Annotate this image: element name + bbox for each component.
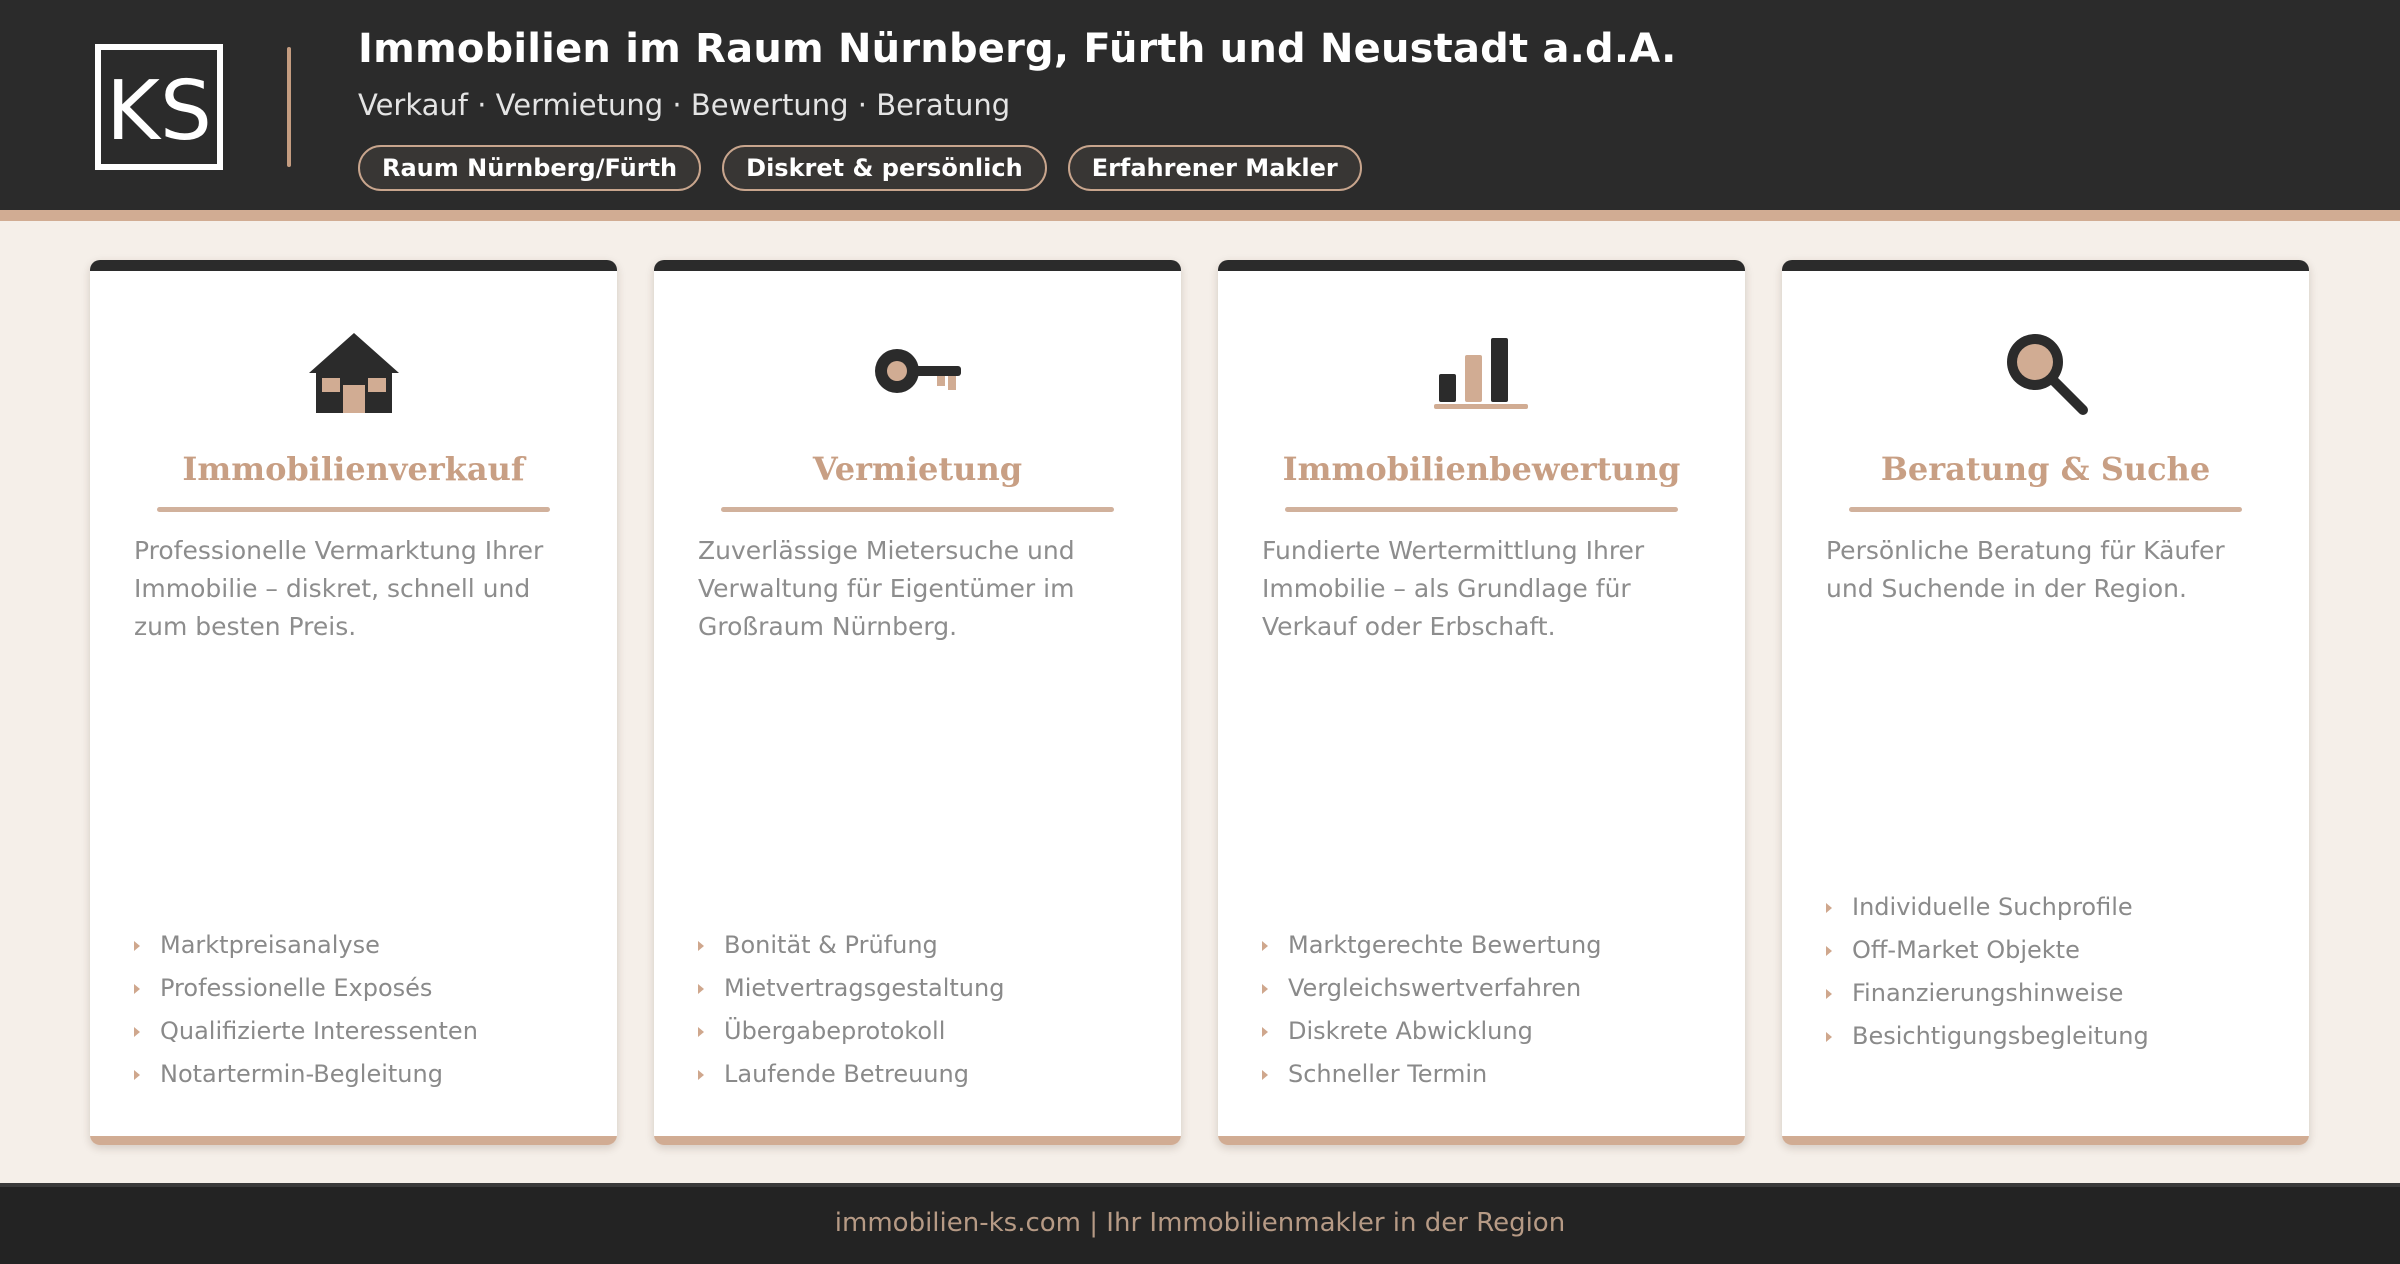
list-item: Schneller Termin xyxy=(1262,1053,1715,1096)
bullet-icon xyxy=(1262,941,1268,951)
ks-logo[interactable] xyxy=(95,44,223,170)
list-item: Bonität & Prüfung xyxy=(698,924,1151,967)
card-description: Persönliche Beratung für Käufer und Suchende in der Region. xyxy=(1826,536,2225,603)
card-description: Zuverlässige Mietersuche und Verwaltung für Eigentümer im Großraum Nürnberg. xyxy=(698,536,1075,641)
page-subtitle: Verkauf · Vermietung · Bewertung · Beratung xyxy=(358,88,1011,122)
card-title: Vermietung xyxy=(812,450,1023,488)
site-header xyxy=(0,0,2400,210)
bullet-icon xyxy=(1826,903,1832,913)
bar-chart-icon xyxy=(1218,325,1745,420)
bullet-icon xyxy=(134,1027,140,1037)
header-accent-rule xyxy=(0,210,2400,221)
card-title: Beratung & Suche xyxy=(1880,450,2211,488)
magnifier-icon xyxy=(1782,325,2309,420)
bullet-icon xyxy=(1262,984,1268,994)
feature-list xyxy=(134,924,587,1096)
feature-list xyxy=(1262,924,1715,1096)
title-underline xyxy=(1285,507,1678,512)
bullet-icon xyxy=(698,1027,704,1037)
house-icon xyxy=(90,325,617,420)
site-footer xyxy=(0,1183,2400,1264)
list-item: Qualifizierte Interessenten xyxy=(134,1010,587,1053)
list-item: Marktpreisanalyse xyxy=(134,924,587,967)
key-icon xyxy=(654,325,1181,420)
list-item: Professionelle Exposés xyxy=(134,967,587,1010)
page-title: Immobilien im Raum Nürnberg, Fürth und Neustadt a.d.A. xyxy=(358,26,1677,72)
card-title: Immobilienbewertung xyxy=(1282,450,1681,488)
list-item: Notartermin-Begleitung xyxy=(134,1053,587,1096)
service-card-consulting[interactable] xyxy=(1782,260,2309,1145)
badge-discreet: Diskret & persönlich xyxy=(722,145,1047,191)
bullet-icon xyxy=(1262,1027,1268,1037)
feature-list xyxy=(1826,886,2279,1058)
header-divider xyxy=(287,47,291,167)
list-item: Diskrete Abwicklung xyxy=(1262,1010,1715,1053)
bullet-icon xyxy=(134,984,140,994)
title-underline xyxy=(1849,507,2242,512)
list-item: Marktgerechte Bewertung xyxy=(1262,924,1715,967)
list-item: Übergabeprotokoll xyxy=(698,1010,1151,1053)
service-card-valuation[interactable] xyxy=(1218,260,1745,1145)
list-item: Besichtigungsbegleitung xyxy=(1826,1015,2279,1058)
footer-text[interactable]: immobilien-ks.com | Ihr Immobilienmakler in der Region xyxy=(834,1208,1566,1238)
list-item: Individuelle Suchprofile xyxy=(1826,886,2279,929)
card-description: Professionelle Vermarktung Ihrer Immobilie – diskret, schnell und zum besten Preis. xyxy=(134,536,544,641)
service-card-sale[interactable] xyxy=(90,260,617,1145)
card-description: Fundierte Wertermittlung Ihrer Immobilie – als Grundlage für Verkauf oder Erbschaft. xyxy=(1262,536,1645,641)
badge-experienced: Erfahrener Makler xyxy=(1068,145,1362,191)
bullet-icon xyxy=(698,941,704,951)
service-card-rental[interactable] xyxy=(654,260,1181,1145)
list-item: Mietvertragsgestaltung xyxy=(698,967,1151,1010)
bullet-icon xyxy=(1826,946,1832,956)
badge-region: Raum Nürnberg/Fürth xyxy=(358,145,701,191)
badge-list xyxy=(358,145,1362,191)
bullet-icon xyxy=(1826,989,1832,999)
feature-list xyxy=(698,924,1151,1096)
bullet-icon xyxy=(698,1070,704,1080)
bullet-icon xyxy=(1262,1070,1268,1080)
bullet-icon xyxy=(134,941,140,951)
list-item: Vergleichswertverfahren xyxy=(1262,967,1715,1010)
title-underline xyxy=(721,507,1114,512)
bullet-icon xyxy=(1826,1032,1832,1042)
title-underline xyxy=(157,507,550,512)
bullet-icon xyxy=(698,984,704,994)
bullet-icon xyxy=(134,1070,140,1080)
list-item: Laufende Betreuung xyxy=(698,1053,1151,1096)
svg-text:KS: KS xyxy=(106,64,212,159)
list-item: Off-Market Objekte xyxy=(1826,929,2279,972)
list-item: Finanzierungshinweise xyxy=(1826,972,2279,1015)
card-title: Immobilienverkauf xyxy=(182,450,525,488)
